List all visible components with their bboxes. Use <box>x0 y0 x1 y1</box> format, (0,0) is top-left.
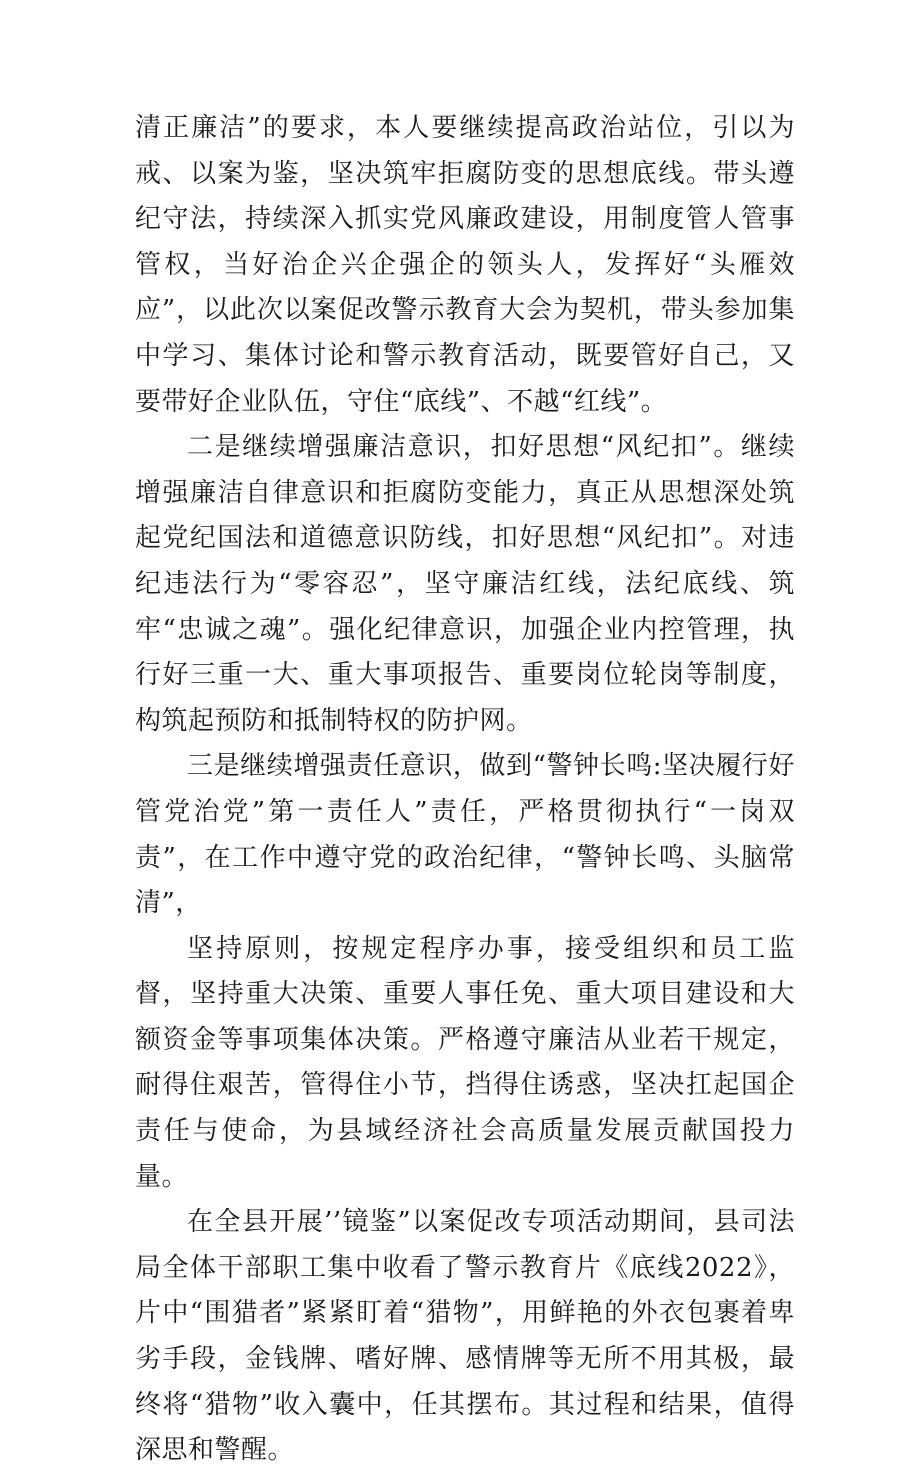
paragraph-continuation: 清正廉洁”的要求，本人要继续提高政治站位，引以为戒、以案为鉴，坚决筑牢拒腐防变的思想底线。带头遵纪守法，持续深入抓实党风廉政建设，用制度管人管事管权，当好治企兴企强企的领头人，发挥好“头雁效应”，以此次以案促改警示教育大会为契机，带头参加集中学习、集体讨论和警示教育活动，既要管好自己，又要带好企业队伍，守住“底线”、不越“红线”。 <box>135 113 795 417</box>
document-body <box>135 106 795 1474</box>
paragraph-warning-education: 在全县开展’’镜鉴”以案促改专项活动期间，县司法局全体干部职工集中收看了警示教育片《底线2022》，片中“围猎者”紧紧盯着“猎物”，用鲜艳的外衣包裹着卑劣手段，金钱牌、嗜好牌、感情牌等无所不用其极，最终将“猎物”收入囊中，任其摆布。其过程和结果，值得深思和警醒。 <box>135 1207 795 1466</box>
paragraph-responsibility-awareness: 三是继续增强责任意识，做到“警钟长鸣:坚决履行好管党治党”第一责任人”责任，严格贯彻执行“一岗双责”，在工作中遵守党的政治纪律，“警钟长鸣、头脑常清”， <box>135 751 795 919</box>
paragraph-principles: 坚持原则，按规定程序办事，接受组织和员工监督，坚持重大决策、重要人事任免、重大项目建设和大额资金等事项集体决策。严格遵守廉洁从业若干规定，耐得住艰苦，管得住小节，挡得住诱惑，坚决扛起国企责任与使命，为县域经济社会高质量发展贡献国投力量。 <box>135 933 795 1192</box>
paragraph-integrity-awareness: 二是继续增强廉洁意识，扣好思想“风纪扣”。继续增强廉洁自律意识和拒腐防变能力，真正从思想深处筑起党纪国法和道德意识防线，扣好思想“风纪扣”。对违纪违法行为“零容忍”，坚守廉洁红线，法纪底线、筑牢“忠诚之魂”。强化纪律意识，加强企业内控管理，执行好三重一大、重大事项报告、重要岗位轮岗等制度，构筑起预防和抵制特权的防护网。 <box>135 432 795 736</box>
